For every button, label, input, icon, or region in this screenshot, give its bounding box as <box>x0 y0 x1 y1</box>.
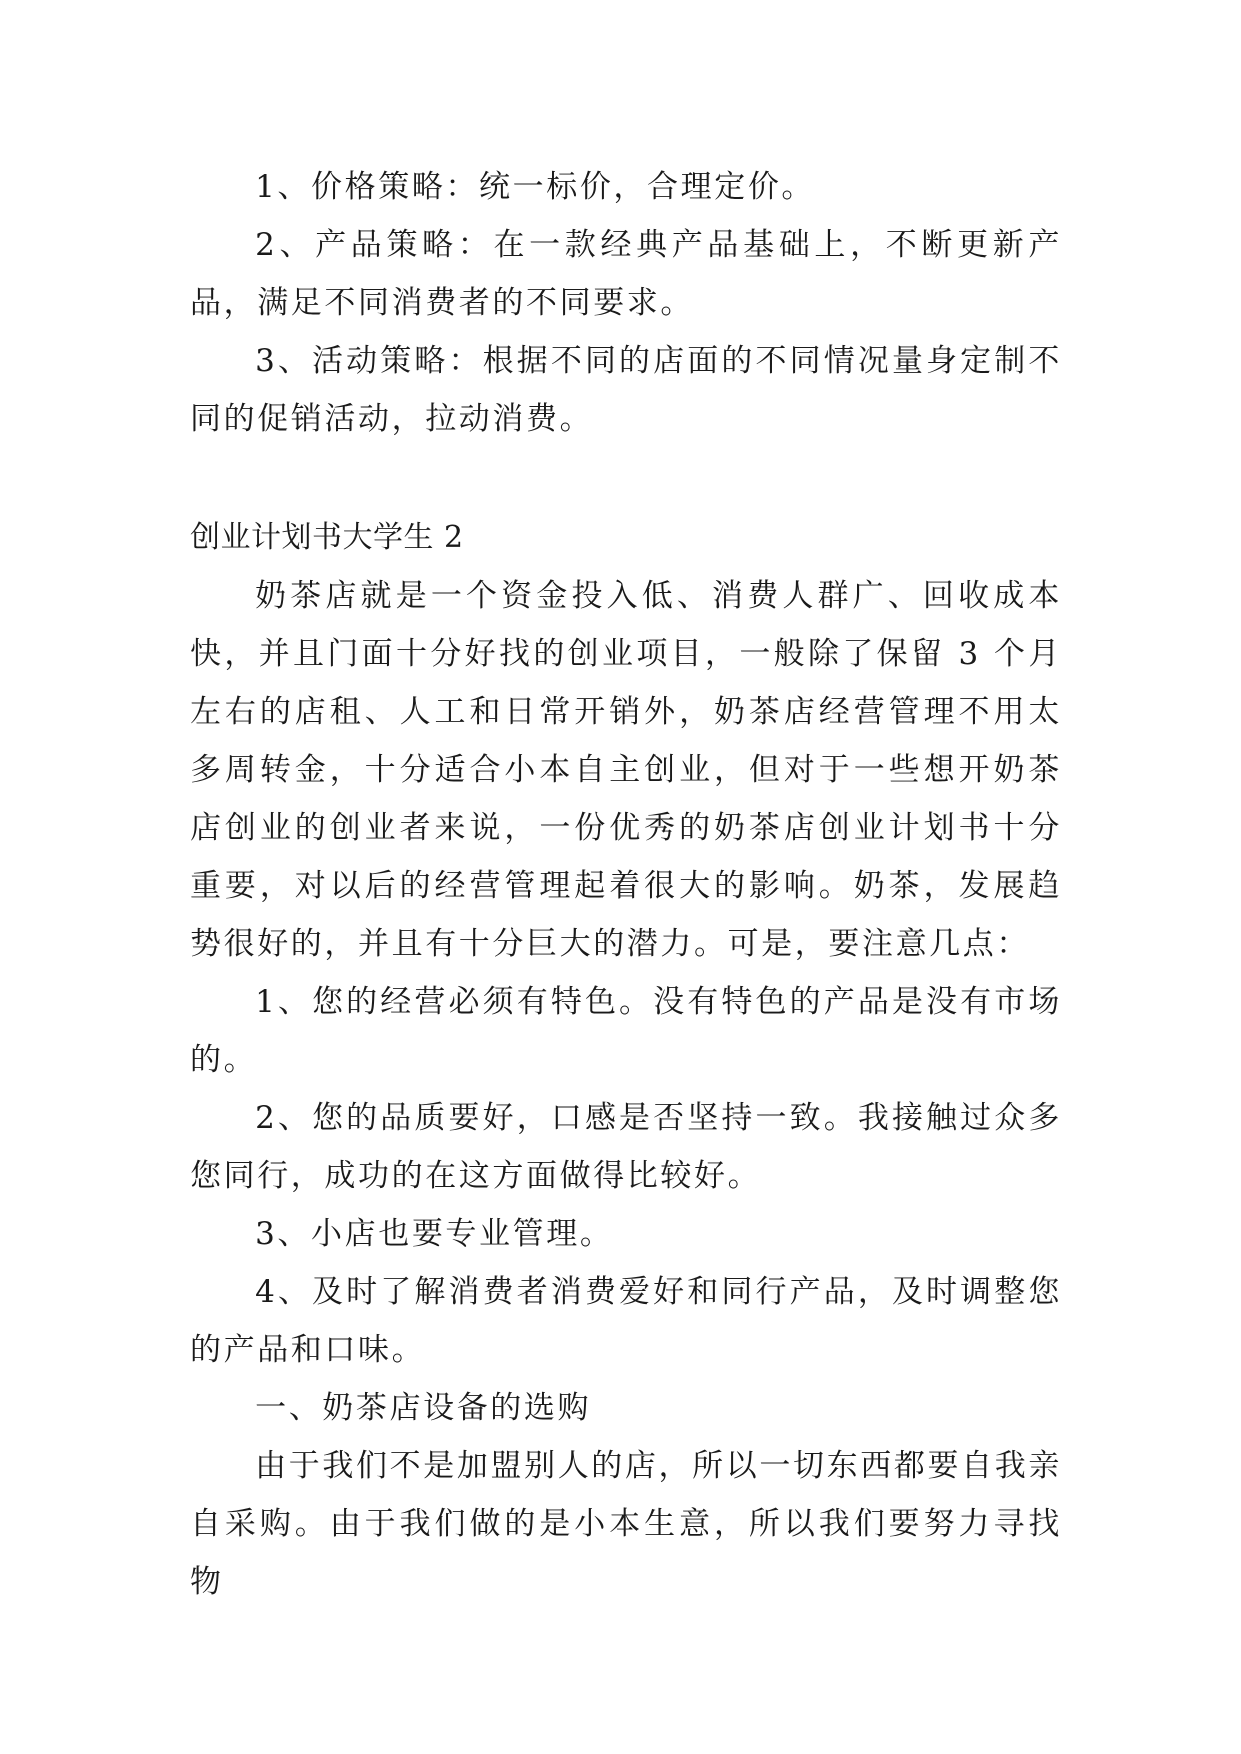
paragraph: 3、活动策略：根据不同的店面的不同情况量身定制不同的促销活动，拉动消费。 <box>190 343 1062 437</box>
paragraph: 2、您的品质要好，口感是否坚持一致。我接触过众多您同行，成功的在这方面做得比较好。 <box>190 1100 1062 1194</box>
section-heading: 创业计划书大学生 2 <box>190 520 464 555</box>
paragraph: 奶茶店就是一个资金投入低、消费人群广、回收成本快，并且门面十分好找的创业项目，一般除了保留 3 个月左右的店租、人工和日常开销外，奶茶店经营管理不用太多周转金，十分适合小本自主创业，但对于一些想开奶茶店创业的创业者来说，一份优秀的奶茶店创业计划书十分重要，对以后的经营管理起着很大的影响。奶茶，发展趋势很好的，并且有十分巨大的潜力。可是，要注意几点： <box>190 578 1062 962</box>
paragraph: 2、产品策略：在一款经典产品基础上，不断更新产品，满足不同消费者的不同要求。 <box>190 227 1062 321</box>
paragraph: 3、小店也要专业管理。 <box>255 1216 614 1252</box>
paragraph: 4、及时了解消费者消费爱好和同行产品，及时调整您的产品和口味。 <box>190 1274 1062 1368</box>
paragraph: 由于我们不是加盟别人的店，所以一切东西都要自我亲自采购。由于我们做的是小本生意，所以我们要努力寻找物 <box>190 1448 1062 1600</box>
document-body <box>190 158 1062 1611</box>
subheading: 一、奶茶店设备的选购 <box>255 1390 592 1426</box>
paragraph: 1、您的经营必须有特色。没有特色的产品是没有市场的。 <box>190 984 1062 1078</box>
paragraph: 1、价格策略：统一标价，合理定价。 <box>255 169 816 205</box>
section-gap <box>190 448 1062 509</box>
